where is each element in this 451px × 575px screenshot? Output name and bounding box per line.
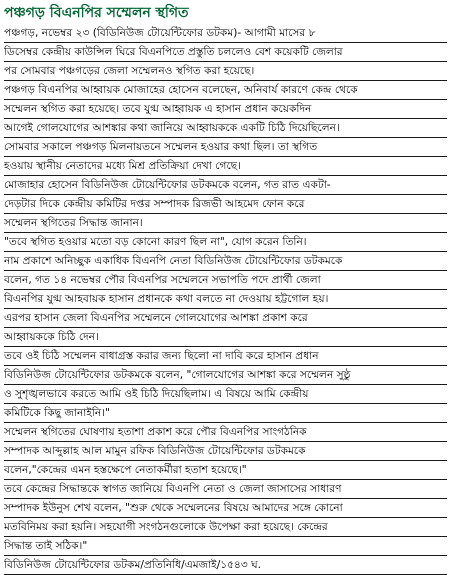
article-line: আহ্বায়ককে চিঠি দেন।	[4, 328, 447, 347]
article-line: "তবে স্থগিত হওয়ার মতো বড় কোনো কারণ ছিল না", যোগ করেন তিনি।	[4, 233, 447, 252]
article-line: সিদ্ধান্ত তাই সঠিক।"	[4, 537, 447, 556]
article-line: মোজাহার হোসেন বিডিনিউজ টোয়েন্টিফোর ডটকমকে বলেন, গত রাত একটা-	[4, 176, 447, 195]
article-line: বিএনপির যুগ্ম আহবায়ক হাসান প্রধানকে কথা বলতে না দেওয়ায় হট্টগোল হয়।	[4, 290, 447, 309]
article-line: দেড়টার দিকে কেন্দ্রীয় কমিটির দপ্তর সম্পাদক রিজভী আহমেদ ফোন করে	[4, 195, 447, 214]
article-line: মতবিনিময় করা হয়নি। সহযোগী সংগঠনগুলোকে উপেক্ষা করা হয়েছে। কেন্দ্রের	[4, 518, 447, 537]
article-line: পর সোমবার পঞ্চগড়ের জেলা সম্মেলনও স্থগিত করা হয়েছে।	[4, 62, 447, 81]
article-line: তবে কেন্দ্রের সিদ্ধান্তকে স্বাগত জানিয়ে বিএনপি নেতা ও জেলা জাসাসের সাধারণ	[4, 480, 447, 499]
article-line: বিডিনিউজ টোয়েন্টিফোর ডটকম/প্রতিনিধি/এমজাই/১৫৪৩ ঘ.	[4, 556, 447, 575]
article-line: তবে ওই চিঠি সম্মেলন বাধাগ্রস্ত করার জন্য ছিলো না দাবি করে হাসান প্রধান	[4, 347, 447, 366]
article-line: সম্পাদক ইউনুস শেখ বলেন, "শুরু থেকে সম্মেলনের বিষয়ে আমাদের সঙ্গে কোনো	[4, 499, 447, 518]
article-headline: পঞ্চগড় বিএনপির সম্মেলন স্থগিত	[4, 5, 189, 21]
article-line: সম্মেলন স্থগিতের সিদ্ধান্ত জানান।	[4, 214, 447, 233]
article-line: এরপর হাসান জেলা বিএনপির সম্মেলনে গোলযোগের আশঙ্কা প্রকাশ করে	[4, 309, 447, 328]
article-line: সোমবার সকালে পঞ্চগড় মিলনায়তনে সম্মেলন হওয়ার কথা ছিল। তা স্থগিত	[4, 138, 447, 157]
article-line: বলেন, গত ১৪ নভেম্বর পৌর বিএনপির সম্মেলনে সভাপতি পদে প্রার্থী জেলা	[4, 271, 447, 290]
article-line: কমিটিকে কিছু জানাইনি।"	[4, 404, 447, 423]
article-line: পঞ্চগড় বিএনপির আহ্বায়ক মোজাহের হোসেন বলেছেন, অনিবার্য কারণে কেন্দ্র থেকে	[4, 81, 447, 100]
article-line: বলেন,"কেন্দ্রের এমন হস্তক্ষেপে নেতাকর্মীরা হতাশ হয়েছে।"	[4, 461, 447, 480]
article-line: সম্মেলন স্থগিতের ঘোষণায় হতাশা প্রকাশ করে পৌর বিএনপির সাংগঠনিক	[4, 423, 447, 442]
article-line: আগেই গোলযোগের আশঙ্কার কথা জানিয়ে আহ্বায়ককে একটি চিঠি দিয়েছিলেন।	[4, 119, 447, 138]
article-line: ও সুশৃঙ্খলভাবে করতে আমি ওই চিঠি দিয়েছিলাম। এ বিষয়ে আমি কেন্দ্রীয়	[4, 385, 447, 404]
article-line: নাম প্রকাশে অনিচ্ছুক একাধিক বিএনপি নেতা বিডিনিউজ টোয়েন্টিফোর ডটকমকে	[4, 252, 447, 271]
article-line: পঞ্চগড়, নভেম্বর ২৩ (বিডিনিউজ টোয়েন্টিফোর ডটকম)- আগামী মাসের ৮	[4, 24, 447, 43]
article-line: হওয়ায় স্থানীয় নেতাদের মধ্যে মিশ্র প্রতিক্রিয়া দেখা গেছে।	[4, 157, 447, 176]
article-body	[4, 24, 447, 575]
article-line: সম্পাদক আব্দুল্লাহ আল মামুন রফিক বিডিনিউজ টোয়েন্টিফোর ডটকমকে	[4, 442, 447, 461]
article-line: ডিসেম্বর কেন্দ্রীয় কাউন্সিল ঘিরে বিএনপিতে প্রস্তুতি চললেও বেশ কয়েকটি জেলার	[4, 43, 447, 62]
article-line: বিডিনিউজ টোয়েন্টিফোর ডটকমকে বলেন, "গোলযোগের আশঙ্কা করে সম্মেলন সুষ্ঠু	[4, 366, 447, 385]
article-line: সম্মেলন স্থগিত করা হয়েছে। তবে যুগ্ম আহ্বায়ক এ হাসান প্রধান কয়েকদিন	[4, 100, 447, 119]
